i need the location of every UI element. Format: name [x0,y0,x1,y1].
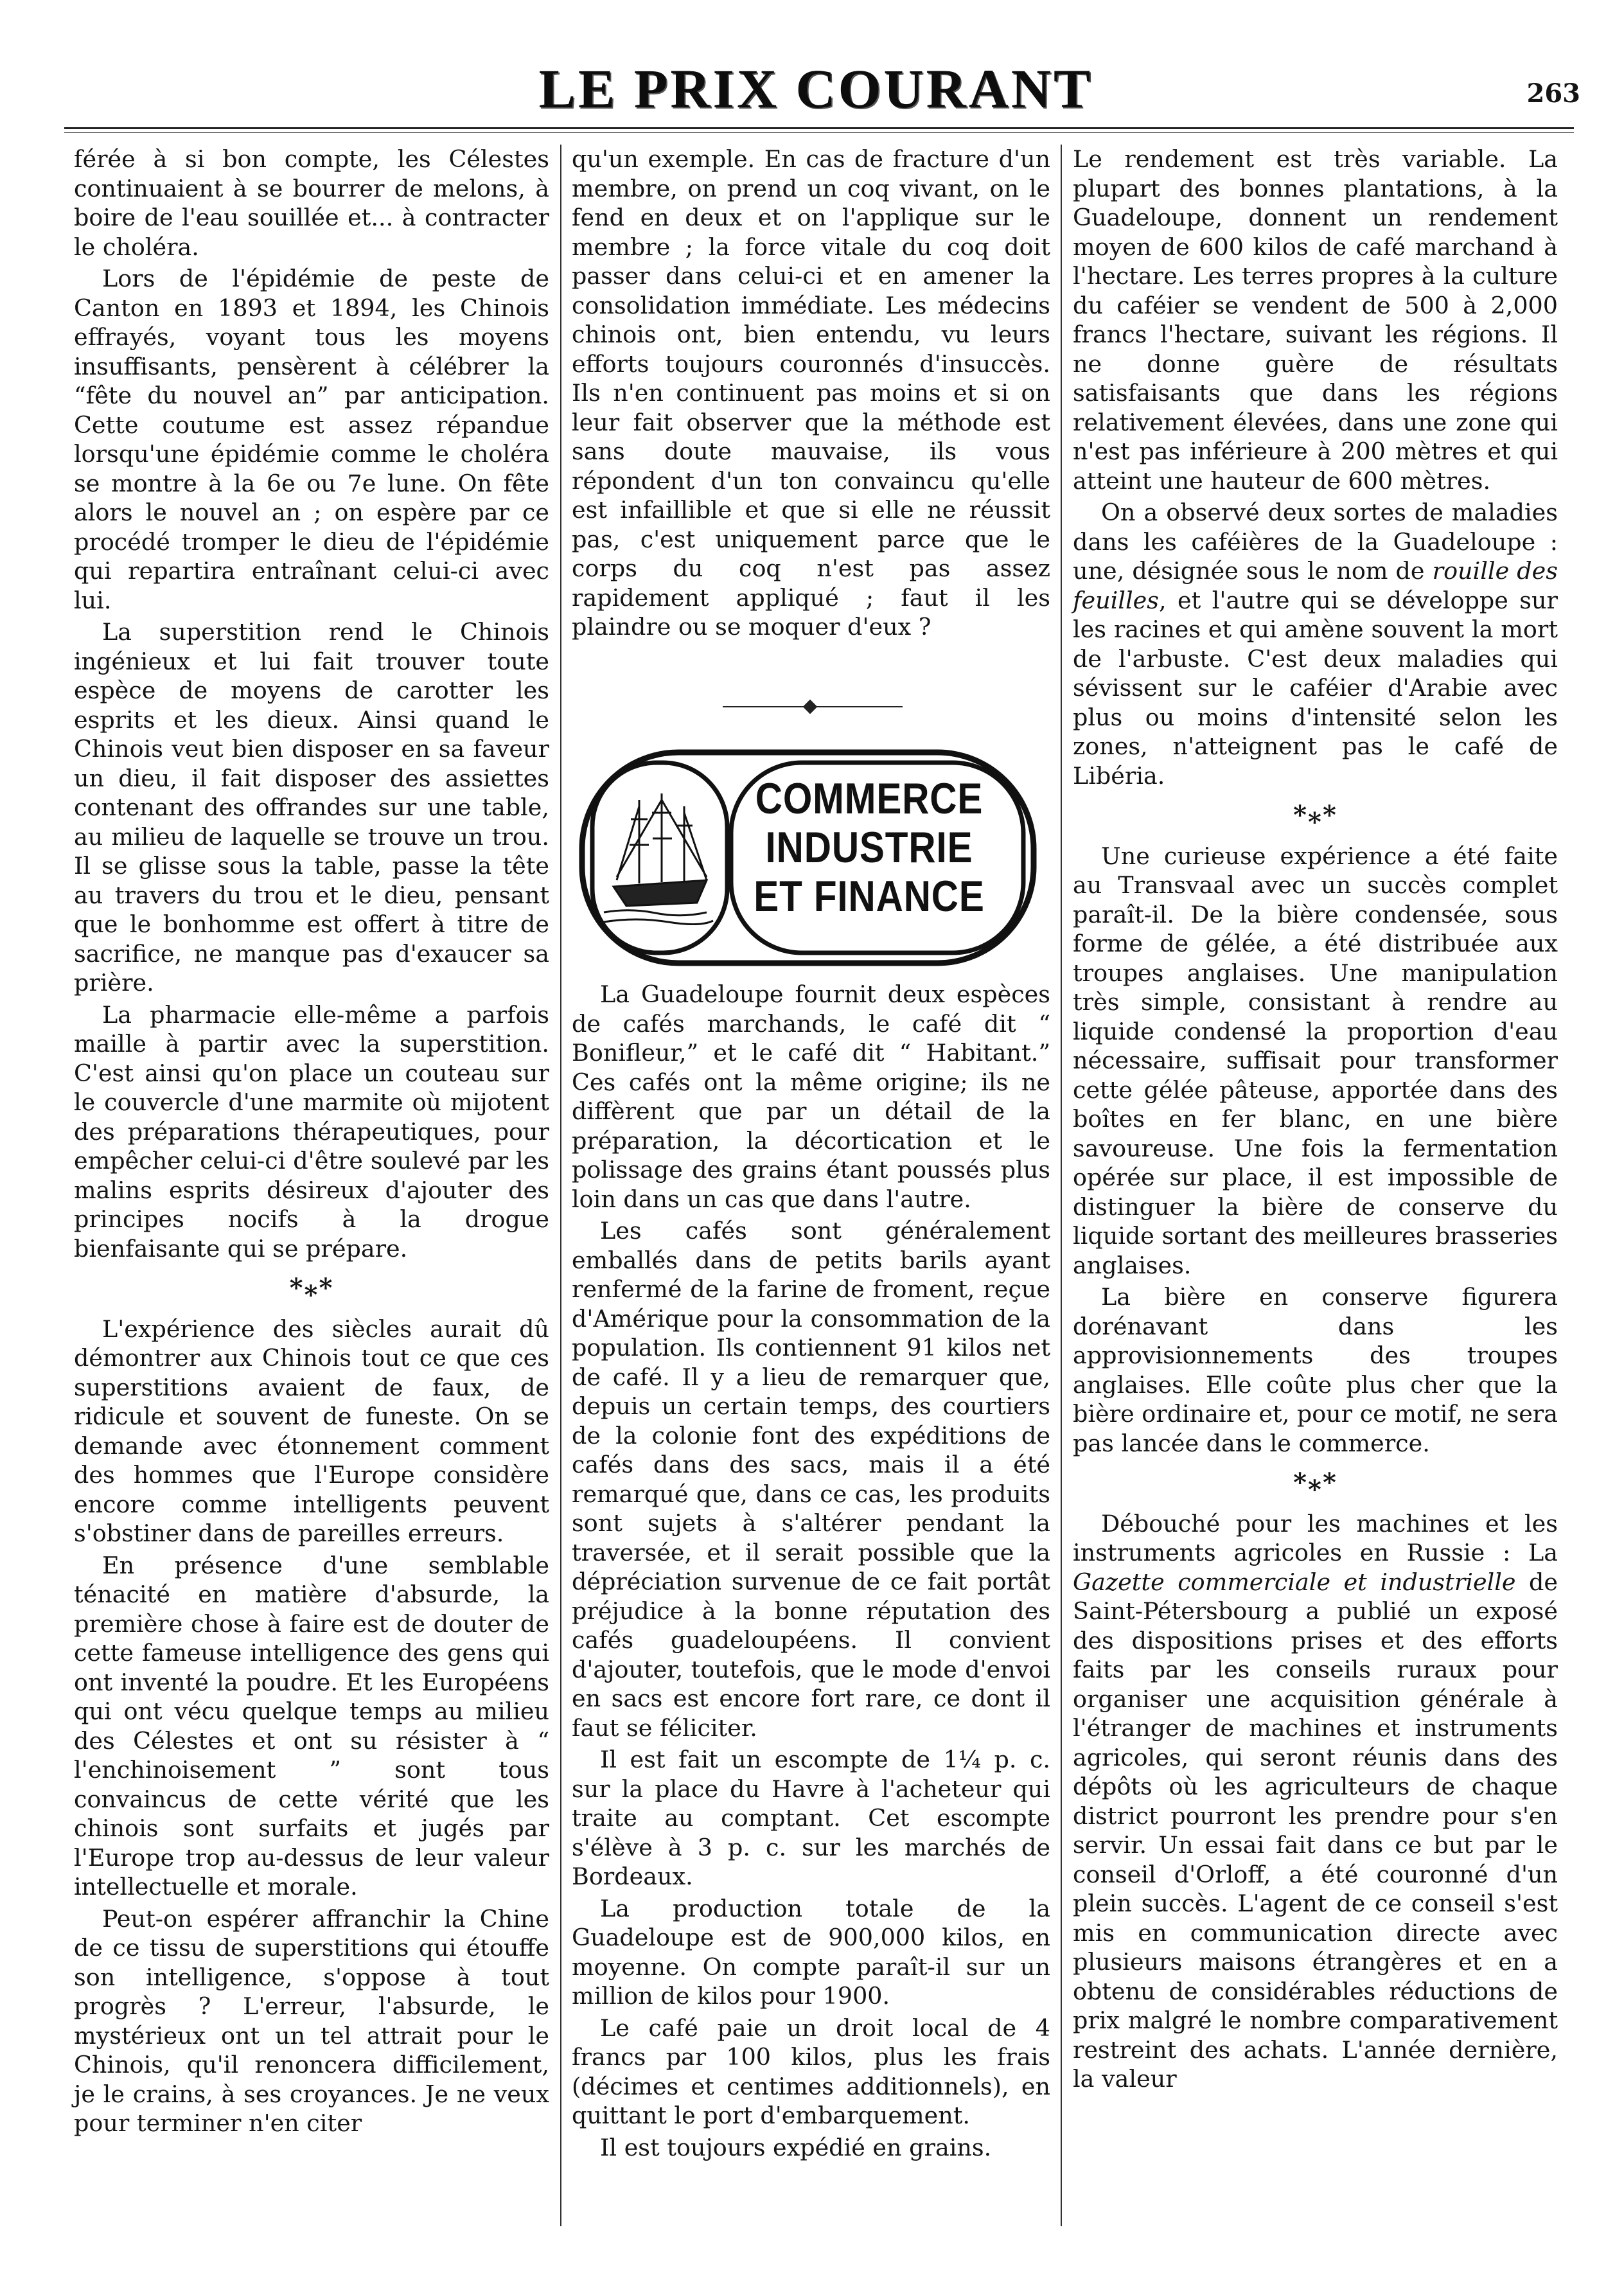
section-separator-stars: *⁎* [1293,800,1337,830]
paragraph [1073,1509,1558,2094]
paragraph: La Guadeloupe fournit deux espèces de cafés marchands, le café dit “ Bonifleur,” et le café dit “ Habitant.” Ces cafés ont la même origine; ils ne diffèrent que par un détail de la préparation, la décortication et le polissage des grains étant poussés plus loin dans un cas que dans l'autre. [572,980,1050,1213]
paragraph: Il est fait un escompte de 1¼ p. c. sur la place du Havre à l'acheteur qui traite au comptant. Cet escompte s'élève à 3 p. c. sur les marchés de Bordeaux. [572,1746,1050,1890]
banner-line-commerce: COMMERCE [755,774,984,823]
column-rule-right [1061,145,1062,2226]
text-run: de Saint-Pétersbourg a publié un exposé des dispositions prises et des efforts faits par les conseils ruraux pour organiser une acquisition générale à l'étranger de machines et instruments agricoles, qui seront réunis dans des dépôts où les agriculteurs de chaque district pourront les prendre pour s'en servir. Un essai fait dans ce but par le conseil d'Orloff, a été couronné d'un plein succès. L'agent de ce conseil s'est mis en communication directe avec plusieurs maisons étrangères et en a obtenu de considérables réductions de prix malgré le nombre comparativement restreint des achats. L'année dernière, la valeur [1073,1568,1558,2093]
paragraph: qu'un exemple. En cas de fracture d'un membre, on prend un coq vivant, on le fend en deux et on l'applique sur le membre ; la force vitale du coq doit passer dans celui-ci et en amener la consolidation immédiate. Les médecins chinois ont, bien entendu, vu leurs efforts toujours couronnés d'insuccès. Ils n'en continuent pas moins et si on leur fait observer que la méthode est sans doute mauvaise, ils vous répondent d'un ton convaincu qu'elle est infaillible et que si elle ne réussit pas, c'est uniquement parce que le corps du coq n'est pas assez rapidement appliqué ; faut il les plaindre ou se moquer d'eux ? [572,145,1050,641]
text-run: Débouché pour les machines et les instruments agricoles en Russie : La [1073,1509,1558,1566]
banner-line-finance: ET FINANCE [754,872,985,921]
paragraph: Peut-on espérer affranchir la Chine de ce tissu de superstitions qui étouffe son intelligence, s'oppose à tout progrès ? L'erreur, l'absurde, le mystérieux ont un tel attrait pour le Chinois, qu'il renoncera difficilement, je le crains, à ses croyances. Je ne veux pour terminer n'en citer [74,1904,549,2137]
section-banner-commerce [578,749,1037,967]
italic-publication-title: Gazette commerciale et industrielle [1073,1568,1516,1596]
section-separator-stars: *⁎* [289,1273,334,1303]
paragraph: La bière en conserve figurera dorénavant dans les approvisionnements des troupes anglaises. Elle coûte plus cher que la bière ordinaire et, pour ce motif, ne sera pas lancée dans le commerce. [1073,1283,1558,1457]
column-3 [1073,145,1558,2094]
column-rule-left [560,145,561,2226]
banner-line-industrie: INDUSTRIE [765,823,973,872]
paragraph: La production totale de la Guadeloupe est de 900,000 kilos, en moyenne. On compte paraît-il sur un million de kilos pour 1900. [572,1894,1050,2010]
paragraph: férée à si bon compte, les Célestes continuaient à se bourrer de melons, à boire de l'eau souillée et... à contracter le choléra. [74,145,549,261]
column-1 [74,145,549,2138]
paragraph: Lors de l'épidémie de peste de Canton en 1893 et 1894, les Chinois effrayés, voyant tous les moyens insuffisants, pensèrent à célébrer la “fête du nouvel an” par anticipation. Cette coutume est assez répandue lorsqu'une épidémie comme le choléra se montre à la 6e ou 7e lune. On fête alors le nouvel an ; on espère par ce procédé tromper le dieu de l'épidémie qui repartira entraînant celui-ci avec lui. [74,265,549,614]
text-run: , et l'autre qui se développe sur les racines et qui amène souvent la mort de l'arbuste. C'est deux maladies qui sévissent sur le caféier d'Arabie avec plus ou moins d'intensité selon les zones, n'atteignent pas le café de Libéria. [1073,586,1558,790]
column-2-lower [572,980,1050,2162]
paragraph: Les cafés sont généralement emballés dans de petits barils ayant renfermé de la farine de froment, reçue d'Amérique pour la consommation de la population. Ils contiennent 91 kilos net de café. Il y a lieu de remarquer que, depuis un certain temps, des courtiers de la colonie font des expéditions de cafés dans des sacs, mais il a été remarqué que, dans ce cas, les produits sont sujets à s'altérer pendant la traversée, et il serait possible que la dépréciation survenue de ce fait portât préjudice à la bonne réputation des cafés guadeloupéens. Il convient d'ajouter, toutefois, que le mode d'envoi en sacs est encore fort rare, ce dont il faut se féliciter. [572,1217,1050,1742]
section-separator-stars: *⁎* [1293,1467,1337,1498]
paragraph: En présence d'une semblable ténacité en matière d'absurde, la première chose à faire est de douter de cette fameuse intelligence des gens qui ont inventé la poudre. Et les Européens qui ont vécu quelque temps au milieu des Célestes et ont su résister à “ l'enchinoisement ” sont tous convaincus de cette vérité que les chinois sont surfaits et jugés par l'Europe trop au-dessus de leur valeur intellectuelle et morale. [74,1551,549,1901]
paragraph: L'expérience des siècles aurait dû démontrer aux Chinois tout ce que ces superstitions avaient de faux, de ridicule et souvent de funeste. On se demande avec étonnement comment des hommes que l'Europe considère encore comme intelligents peuvent s'obstiner dans de pareilles erreurs. [74,1315,549,1547]
page-number: 263 [1526,78,1580,109]
section-divider-ornament [723,700,903,713]
page-header [64,45,1580,128]
text-run: On a observé deux sortes de maladies dans les caféières de la Guadeloupe : une, désignée sous le nom de [1073,499,1558,585]
masthead-title: LE PRIX COURANT [538,58,1093,120]
paragraph: La pharmacie elle-même a parfois maille à partir avec la superstition. C'est ainsi qu'on place un couteau sur le couvercle d'une marmite où mijotent des préparations thérapeutiques, pour empêcher celui-ci d'être soulevé par les malins esprits désireux d'ajouter des principes nocifs à la drogue bienfaisante qui se prépare. [74,1000,549,1263]
paragraph: Une curieuse expérience a été faite au Transvaal avec un succès complet paraît-il. De la bière condensée, sous forme de gélée, a été distribuée aux troupes anglaises. Une manipulation très simple, consistant à rendre au liquide condensé la proportion d'eau nécessaire, suffisait pour transformer cette gélée pâteuse, apportée dans des boîtes en fer blanc, en une bière savoureuse. Une fois la fermentation opérée sur place, il est impossible de distinguer la bière de conserve du liquide sortant des meilleures brasseries anglaises. [1073,842,1558,1279]
paragraph: Le café paie un droit local de 4 francs par 100 kilos, plus les frais (décimes et centimes additionnels), en quittant le port d'embarquement. [572,2014,1050,2129]
paragraph: Le rendement est très variable. La plupart des bonnes plantations, à la Guadeloupe, donnent un rendement moyen de 600 kilos de café marchand à l'hectare. Les terres propres à la culture du caféier se vendent de 500 à 2,000 francs l'hectare, suivant les régions. Il ne donne guère de résultats satisfaisants que dans les régions relativement élevées, dans une zone qui n'est pas inférieure à 200 mètres et qui atteint une hauteur de 600 mètres. [1073,145,1558,495]
header-rule-thin [64,132,1574,133]
paragraph: La superstition rend le Chinois ingénieux et lui fait trouver toute espèce de moyens de carotter les esprits et les dieux. Ainsi quand le Chinois veut bien disposer en sa faveur un dieu, il fait disposer des assiettes contenant des offrandes sur une table, au milieu de laquelle se trouve un trou. Il se glisse sous la table, passe la tête au travers du trou et le dieu, pensant que le bonhomme est offert à titre de sacrifice, ne manque pas d'exaucer sa prière. [74,618,549,997]
paragraph [1073,498,1558,790]
italic-term: rouille des feuilles [1073,557,1558,614]
banner-title [750,774,988,921]
paragraph: Il est toujours expédié en grains. [600,2133,992,2161]
header-rule [64,127,1574,129]
ship-icon [604,793,713,925]
column-2-upper [572,145,1050,642]
